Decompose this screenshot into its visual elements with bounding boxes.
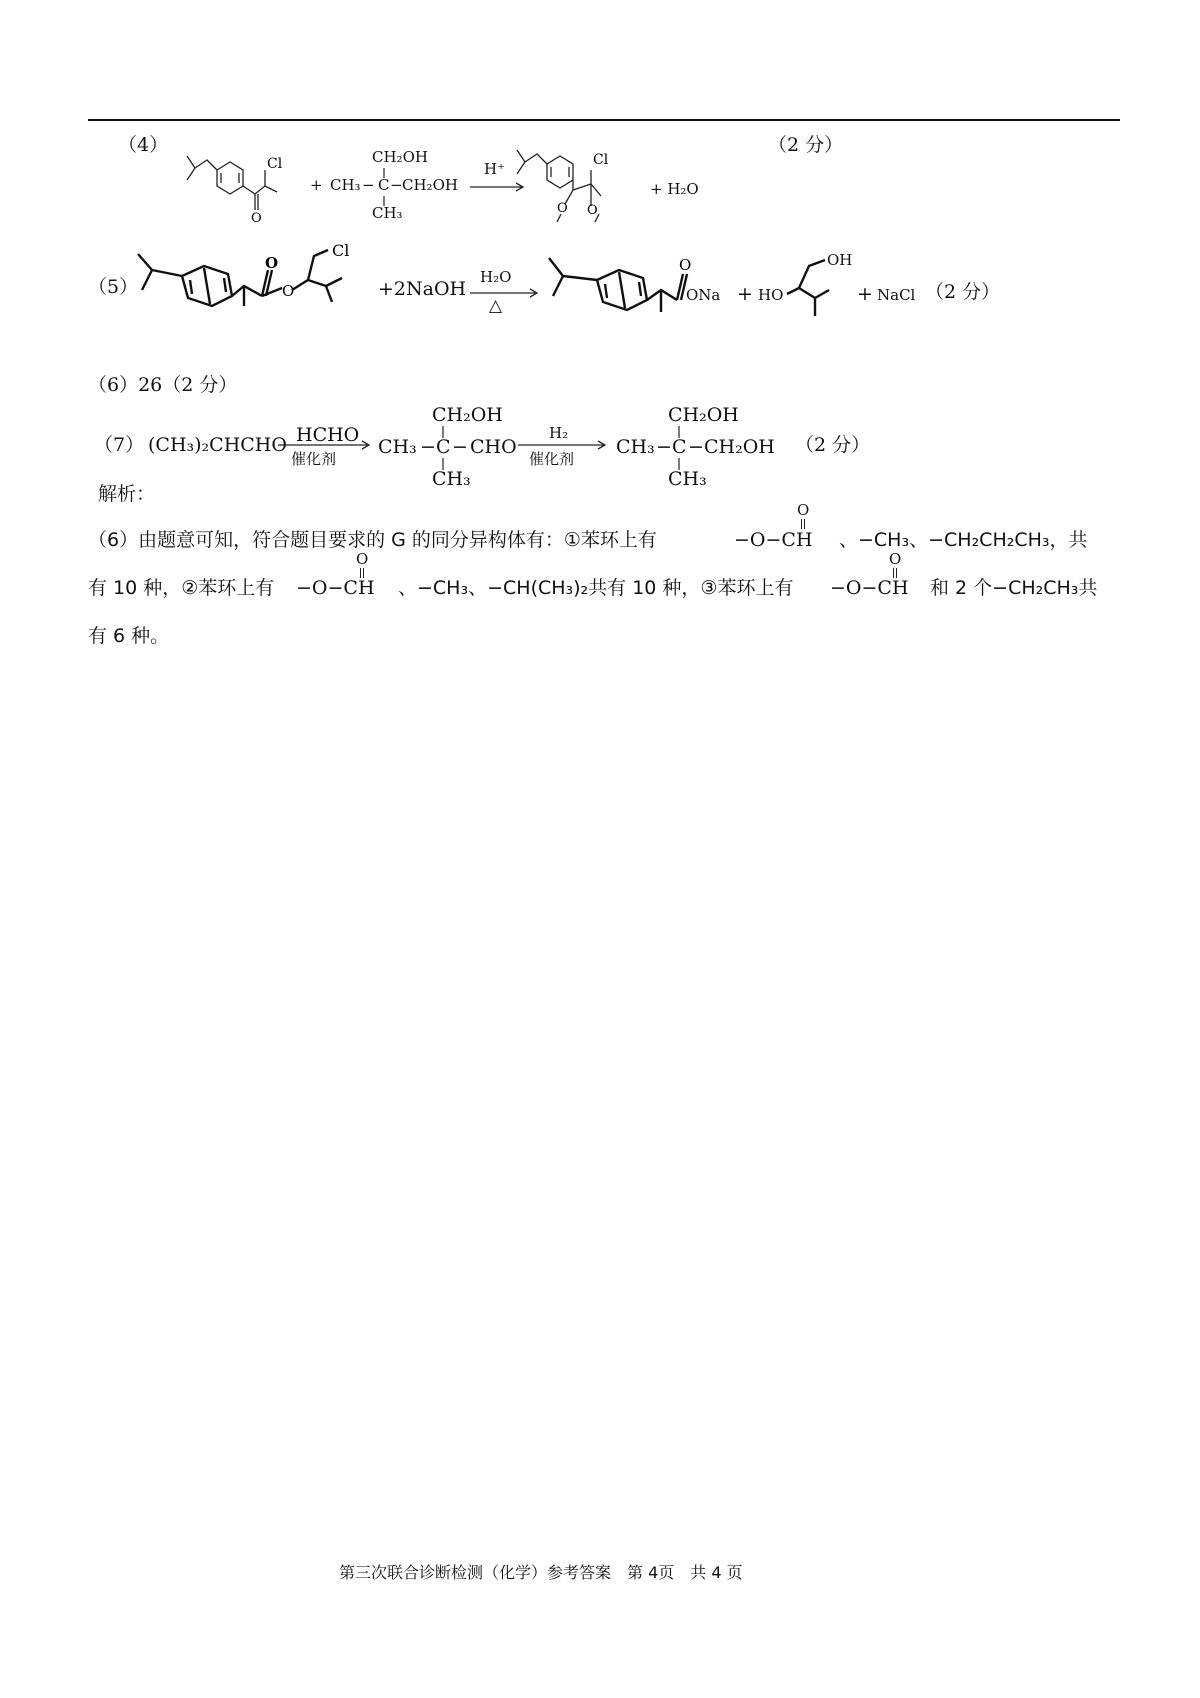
q7-reactant: (CH₃)₂CHCHO — [148, 434, 287, 456]
q7-arrow-1 — [278, 440, 372, 450]
q4-label: （4） — [118, 134, 169, 156]
q7-mid-dash-r: − — [452, 436, 468, 458]
q4-reagent-left: CH₃ — [330, 176, 361, 194]
q7-label: （7） — [94, 434, 145, 456]
q4-arrow-label: H⁺ — [484, 160, 505, 178]
q7-mid-top: CH₂OH — [432, 404, 503, 426]
q7-mid-c: C — [436, 436, 451, 458]
q5-arrow-top: H₂O — [480, 268, 512, 286]
q7-arrow-2 — [518, 440, 608, 450]
q5-arrow-bottom: △ — [489, 296, 503, 316]
q4-reagent-dash-l: − — [362, 176, 375, 194]
formate-3: −O−CH — [830, 577, 909, 599]
formate-1-o: O — [797, 501, 810, 519]
q4-reagent-bottom: CH₃ — [372, 204, 403, 222]
q7-score: （2 分） — [795, 434, 871, 456]
q5-score: （2 分） — [925, 281, 1001, 303]
formate-2: −O−CH — [296, 577, 375, 599]
q4-reagent-right: CH₂OH — [402, 176, 458, 194]
q7-arrow1-bottom: 催化剂 — [291, 450, 337, 468]
q5-cl: Cl — [332, 241, 350, 260]
q4-product-o2: O — [587, 203, 598, 218]
q7-arrow1-top: HCHO — [296, 424, 360, 446]
analysis-line3: 有 6 种。 — [88, 625, 170, 647]
q5-reagent: +2NaOH — [378, 278, 467, 300]
q7-prod-bonds — [674, 424, 684, 474]
q5-label: （5） — [88, 276, 139, 298]
formate-1: −O−CH — [734, 529, 813, 551]
analysis-line1-b: 、−CH₃、−CH₂CH₂CH₃，共 — [839, 529, 1088, 551]
q7-prod-right: CH₂OH — [704, 436, 775, 458]
q4-product-o1: O — [557, 201, 568, 216]
q4-plus-1: + — [310, 176, 323, 194]
q5-reactant-structure — [132, 241, 372, 322]
q7-prod-dash-r: − — [688, 436, 704, 458]
q7-prod-bottom: CH₃ — [668, 468, 707, 490]
q7-arrow2-top: H₂ — [549, 424, 569, 442]
q4-carbonyl-o: O — [251, 211, 262, 226]
q7-prod-top: CH₂OH — [668, 404, 739, 426]
analysis-line2-a: 有 10 种，②苯环上有 — [88, 577, 275, 599]
q7-mid-dash-l: − — [420, 436, 436, 458]
q7-prod-left: CH₃ — [616, 436, 655, 458]
q5-oh: OH — [827, 251, 853, 269]
formate-1-double-bond — [801, 519, 805, 529]
q4-product-cl: Cl — [593, 152, 609, 168]
q4-reagent-c: C — [378, 176, 390, 194]
q7-arrow2-bottom: 催化剂 — [529, 450, 575, 468]
q7-prod-c: C — [672, 436, 687, 458]
page-footer: 第三次联合诊断检测（化学）参考答案 第 4页 共 4 页 — [339, 1563, 743, 1582]
q4-reactant-structure — [185, 140, 295, 226]
q4-reagent-bonds — [380, 166, 390, 210]
q7-mid-bonds — [438, 424, 448, 474]
q5-nacl: NaCl — [877, 286, 916, 304]
q6-answer: （6）26（2 分） — [88, 374, 238, 396]
q7-mid-right: CHO — [470, 436, 517, 458]
q5-plus-2: + — [857, 283, 873, 305]
analysis-line2-b: 、−CH₃、−CH(CH₃)₂共有 10 种，③苯环上有 — [398, 577, 794, 599]
q7-mid-left: CH₃ — [378, 436, 417, 458]
q4-plus-water: + H₂O — [650, 180, 699, 198]
q4-product-structure — [515, 140, 635, 230]
q5-ester-o: O — [265, 254, 279, 272]
q4-cl-label: Cl — [267, 156, 283, 172]
header-rule — [88, 119, 1120, 121]
formate-2-o: O — [356, 550, 369, 568]
q5-product-o: O — [679, 256, 692, 274]
formate-3-o: O — [889, 550, 902, 568]
q5-ona: ONa — [686, 286, 721, 304]
q4-reagent-top: CH₂OH — [372, 148, 428, 166]
q4-reagent-dash-r: − — [390, 176, 403, 194]
q5-ester-o2: O — [282, 282, 295, 300]
q7-mid-bottom: CH₃ — [432, 468, 471, 490]
analysis-heading: 解析： — [98, 483, 156, 505]
q4-score: （2 分） — [768, 134, 844, 156]
q5-plus-1: + — [737, 283, 753, 305]
q7-prod-dash-l: − — [656, 436, 672, 458]
analysis-line2-c: 和 2 个−CH₂CH₃共 — [930, 577, 1098, 599]
analysis-line1-a: （6）由题意可知，符合题目要求的 G 的同分异构体有：①苯环上有 — [88, 529, 657, 551]
q5-ho: HO — [758, 286, 784, 304]
q5-arrow — [470, 288, 540, 298]
